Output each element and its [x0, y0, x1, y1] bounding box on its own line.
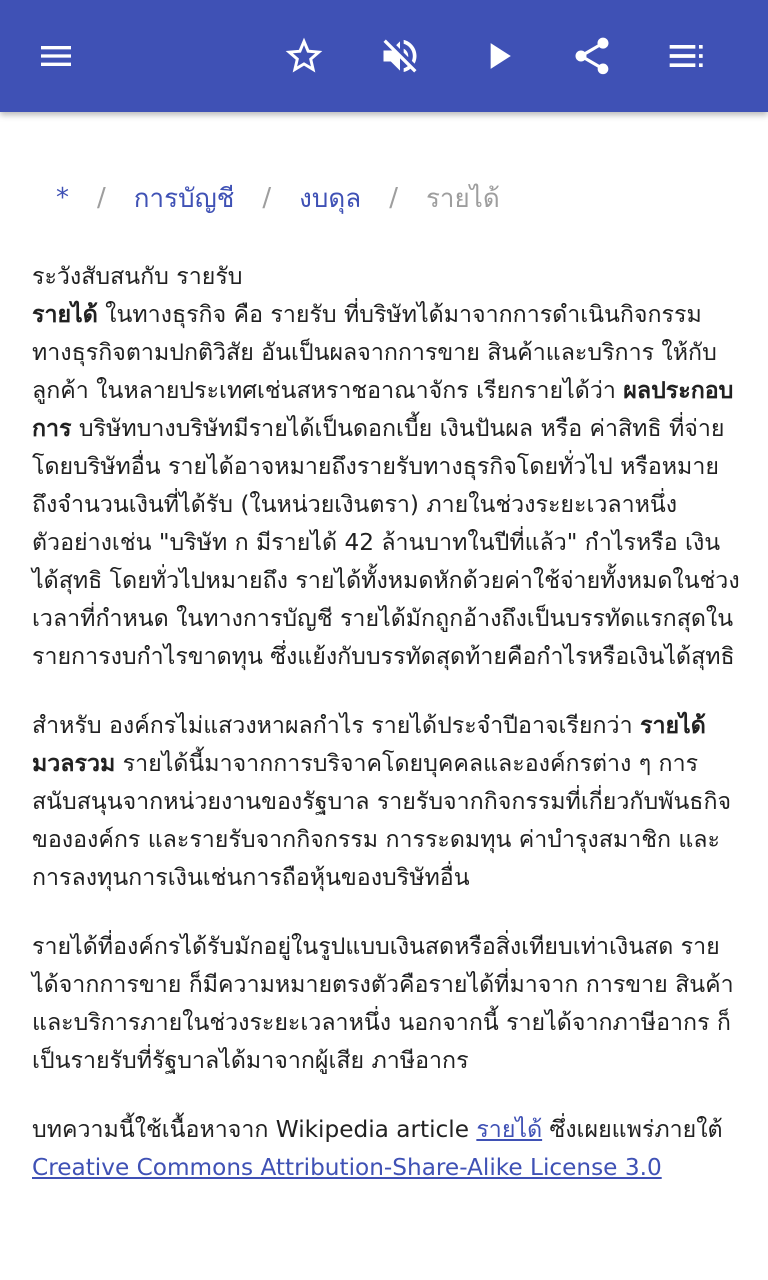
term-bold: ผลประกอบการ: [32, 377, 734, 442]
term-bold: รายได้มวลรวม: [32, 712, 706, 777]
menu-button[interactable]: [26, 26, 86, 86]
term-bold: รายได้: [32, 301, 98, 328]
paragraph-intro: [32, 258, 740, 676]
paragraph-nonprofit: [32, 707, 740, 897]
star-outline-icon: [282, 34, 326, 78]
breadcrumb-current: รายได้: [425, 183, 500, 214]
breadcrumb-accounting[interactable]: การบัญชี: [133, 183, 235, 214]
attribution-text: บทความนี้ใช้เนื้อหาจาก Wikipedia article: [32, 1116, 477, 1143]
play-icon: [476, 34, 520, 78]
attribution-text: ซึ่งเผยแพร่ภายใต้: [542, 1116, 723, 1143]
breadcrumb-root[interactable]: *: [56, 183, 69, 213]
play-button[interactable]: [468, 26, 528, 86]
license-link[interactable]: Creative Commons Attribution-Share-Alike License 3.0: [32, 1154, 662, 1181]
share-button[interactable]: [562, 26, 622, 86]
breadcrumb-separator: /: [262, 183, 272, 213]
bookmark-button[interactable]: [274, 26, 334, 86]
breadcrumb-separator: /: [389, 183, 398, 213]
source-article-link[interactable]: รายได้: [476, 1116, 543, 1143]
breadcrumb-balance-sheet[interactable]: งบดุล: [299, 183, 362, 214]
attribution: [32, 1111, 740, 1187]
article-body: [32, 258, 740, 1218]
contents-button[interactable]: [658, 26, 718, 86]
paragraph-text: รายได้ที่องค์กรได้รับมักอยู่ในรูปแบบเงินสดหรือสิ่งเทียบเท่าเงินสด รายได้จากการขาย ก็มีความหมายตรงตัวคือรายได้ที่มาจาก การขาย สินค้าและบริการภายในช่วงระยะเวลาหนึ่ง นอกจากนี้ รายได้จากภาษีอากร ก็เป็นรายรับที่รัฐบาลได้มาจากผู้เสีย ภาษีอากร: [32, 933, 734, 1074]
paragraph-sales: [32, 928, 740, 1080]
disambiguation-note: ระวังสับสนกับ รายรับ: [32, 263, 243, 290]
list-icon: [666, 34, 710, 78]
volume-off-icon: [378, 34, 422, 78]
app-bar: [0, 0, 768, 112]
paragraph-text: สำหรับ องค์กรไม่แสวงหาผลกำไร รายได้ประจำปีอาจเรียกว่า: [32, 712, 640, 739]
paragraph-text: ในทางธุรกิจ คือ รายรับ ที่บริษัทได้มาจากการดำเนินกิจกรรมทางธุรกิจตามปกติวิสัย อันเป็นผลจากการขาย สินค้าและบริการ ให้กับลูกค้า ในหลายประเทศเช่นสหราชอาณาจักร เรียกรายได้ว่า: [32, 301, 717, 404]
paragraph-text: บริษัทบางบริษัทมีรายได้เป็นดอกเบี้ย เงินปันผล หรือ ค่าสิทธิ ที่จ่ายโดยบริษัทอื่น รายได้อาจหมายถึงรายรับทางธุรกิจโดยทั่วไป หรือหมายถึงจำนวนเงินที่ได้รับ (ในหน่วยเงินตรา) ภายในช่วงระยะเวลาหนึ่ง ตัวอย่างเช่น "บริษัท ก มีรายได้ 42 ล้านบาทในปีที่แล้ว" กำไรหรือ เงินได้สุทธิ โดยทั่วไปหมายถึง รายได้ทั้งหมดหักด้วยค่าใช้จ่ายทั้งหมดในช่วงเวลาที่กำหนด ในทางการบัญชี รายได้มักถูกอ้างถึงเป็นบรรทัดแรกสุดในรายการงบกำไรขาดทุน ซึ่งแย้งกับบรรทัดสุดท้ายคือกำไรหรือเงินได้สุทธิ: [32, 415, 740, 670]
paragraph-text: รายได้นี้มาจากการบริจาคโดยบุคคลและองค์กรต่าง ๆ การสนับสนุนจากหน่วยงานของรัฐบาล รายรับจากกิจกรรมที่เกี่ยวกับพันธกิจขององค์กร และรายรับจากกิจกรรม การระดมทุน ค่าบำรุงสมาชิก และการลงทุนการเงินเช่นการถือหุ้นของบริษัทอื่น: [32, 750, 732, 891]
breadcrumb: [56, 178, 500, 218]
menu-icon: [36, 36, 76, 76]
mute-button[interactable]: [370, 26, 430, 86]
breadcrumb-separator: /: [97, 183, 106, 213]
share-icon: [570, 34, 614, 78]
